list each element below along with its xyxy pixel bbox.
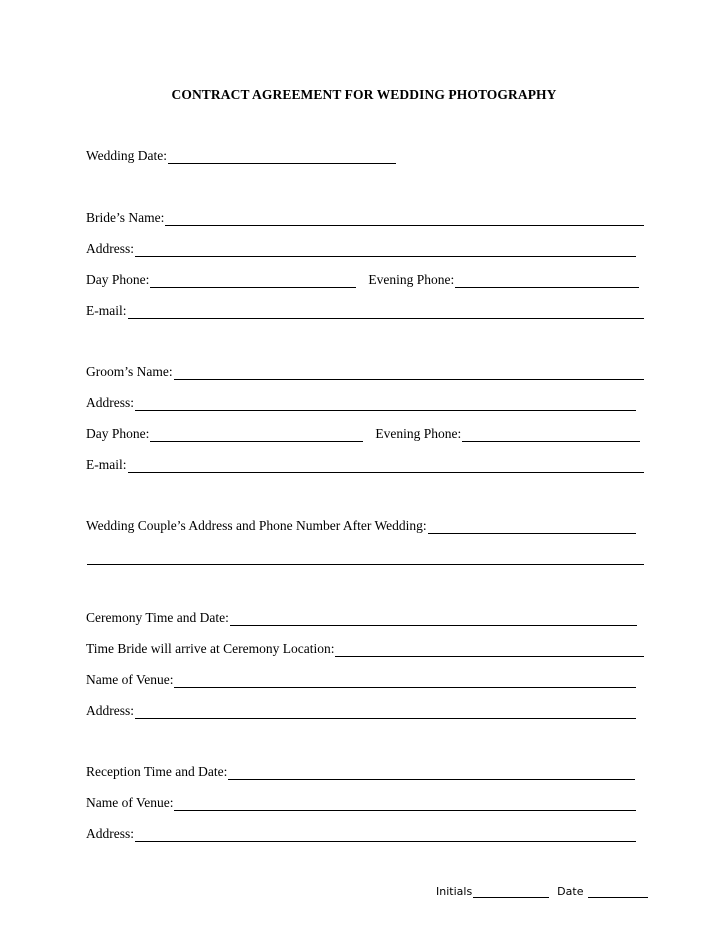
- ceremony-venue-field[interactable]: [174, 673, 636, 688]
- wedding-date-label: Wedding Date:: [86, 148, 168, 163]
- groom-address-row: [86, 393, 636, 411]
- bride-email-row: [86, 301, 644, 319]
- groom-evening-phone-label: Evening Phone:: [375, 426, 462, 441]
- footer-date-field[interactable]: [588, 886, 648, 898]
- ceremony-time-field[interactable]: [230, 611, 637, 626]
- reception-time-field[interactable]: [228, 765, 635, 780]
- after-wedding-field[interactable]: [428, 519, 636, 534]
- groom-address-label: Address:: [86, 395, 134, 410]
- page-footer: [436, 885, 648, 898]
- reception-address-label: Address:: [86, 826, 134, 841]
- groom-email-row: [86, 455, 644, 473]
- bride-evening-phone-field[interactable]: [455, 273, 639, 288]
- bride-name-label: Bride’s Name:: [86, 210, 165, 225]
- bride-day-phone-field[interactable]: [150, 273, 356, 288]
- after-wedding-label: Wedding Couple’s Address and Phone Number After Wedding:: [86, 518, 427, 533]
- ceremony-venue-row: [86, 670, 636, 688]
- ceremony-time-row: [86, 608, 637, 626]
- groom-evening-phone-field[interactable]: [462, 427, 640, 442]
- bride-arrival-label: Time Bride will arrive at Ceremony Location:: [86, 641, 335, 656]
- groom-name-row: [86, 362, 644, 380]
- ceremony-address-field[interactable]: [135, 704, 636, 719]
- bride-evening-phone-label: Evening Phone:: [368, 272, 455, 287]
- after-wedding-field-2[interactable]: [87, 550, 644, 565]
- bride-address-label: Address:: [86, 241, 134, 256]
- bride-name-row: [86, 208, 644, 226]
- footer-date-label: Date: [557, 885, 584, 898]
- reception-venue-label: Name of Venue:: [86, 795, 174, 810]
- bride-arrival-field[interactable]: [335, 642, 644, 657]
- groom-name-field[interactable]: [174, 365, 644, 380]
- ceremony-address-row: [86, 701, 636, 719]
- reception-address-row: [86, 824, 636, 842]
- ceremony-venue-label: Name of Venue:: [86, 672, 174, 687]
- bride-arrival-row: [86, 639, 644, 657]
- groom-day-phone-field[interactable]: [150, 427, 363, 442]
- after-wedding-row-2: [86, 547, 644, 565]
- bride-email-field[interactable]: [128, 304, 645, 319]
- groom-address-field[interactable]: [135, 396, 636, 411]
- wedding-date-row: [86, 146, 644, 164]
- after-wedding-row: [86, 516, 636, 534]
- reception-venue-row: [86, 793, 636, 811]
- reception-address-field[interactable]: [135, 827, 636, 842]
- bride-address-row: [86, 239, 636, 257]
- initials-field[interactable]: [473, 886, 549, 898]
- ceremony-address-label: Address:: [86, 703, 134, 718]
- reception-time-row: [86, 762, 635, 780]
- groom-email-label: E-mail:: [86, 457, 127, 472]
- groom-name-label: Groom’s Name:: [86, 364, 173, 379]
- reception-venue-field[interactable]: [174, 796, 636, 811]
- initials-label: Initials: [436, 885, 473, 898]
- ceremony-time-label: Ceremony Time and Date:: [86, 610, 229, 625]
- groom-email-field[interactable]: [128, 458, 645, 473]
- bride-phone-row: [86, 270, 639, 288]
- groom-phone-row: [86, 424, 640, 442]
- groom-day-phone-label: Day Phone:: [86, 426, 150, 441]
- bride-name-field[interactable]: [165, 211, 644, 226]
- reception-time-label: Reception Time and Date:: [86, 764, 228, 779]
- bride-address-field[interactable]: [135, 242, 636, 257]
- wedding-date-field[interactable]: [168, 149, 396, 164]
- bride-email-label: E-mail:: [86, 303, 127, 318]
- bride-day-phone-label: Day Phone:: [86, 272, 150, 287]
- document-title: CONTRACT AGREEMENT FOR WEDDING PHOTOGRAPHY: [171, 87, 557, 102]
